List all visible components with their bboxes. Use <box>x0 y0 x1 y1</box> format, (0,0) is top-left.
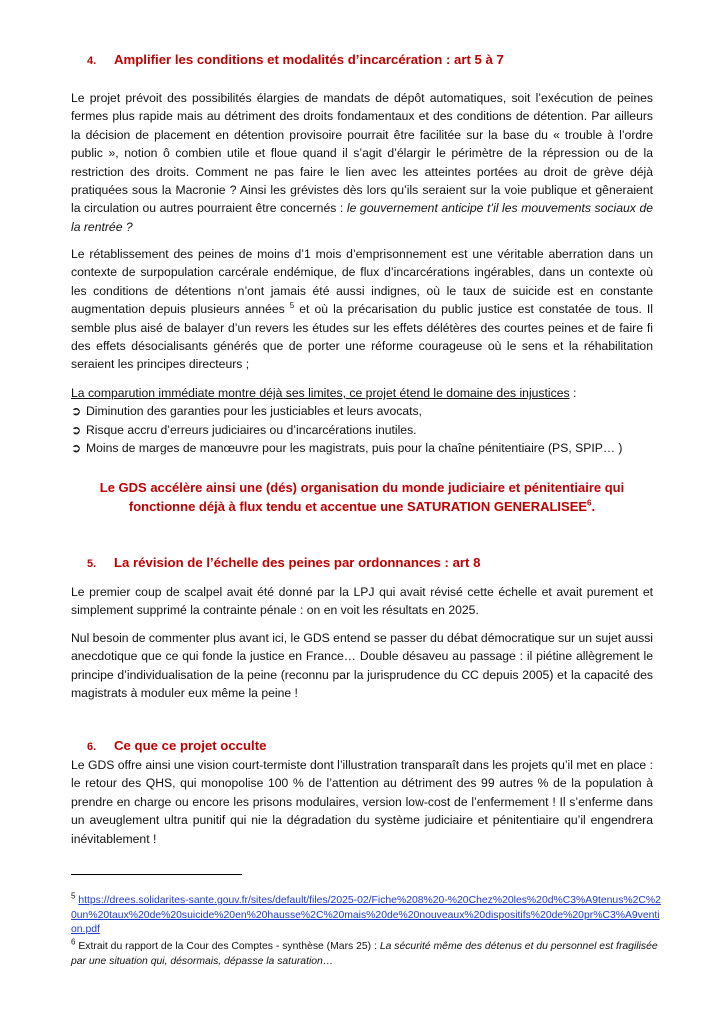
paragraph-text: Il semble plus aisé de balayer d’un revers les études sur les effets délétères des courtes peines et de faire fi des effets désocialisants générés que de porter une réforme courageuse où le sens et la réhabilitation seraient les principes directeurs ; <box>71 302 654 372</box>
list-item <box>71 421 653 439</box>
paragraph-text: et où la précarisation du public justice est constatée de tous. <box>299 302 642 317</box>
footnote-5 <box>71 891 661 938</box>
list-intro-colon: : <box>569 386 577 400</box>
section-title: Amplifier les conditions et modalités d’incarcération : art 5 à 7 <box>114 52 504 67</box>
footnote-link[interactable]: https://drees.solidarites-sante.gouv.fr/sites/default/files/2025-02/Fiche%208%20-%20Chez%20les%20d%C3%A9tenus%2C%20un%20taux%20de%20suicide%20en%20hausse%2C%20mais%20de%20nouveaux%20dispositifs%20de%20pr%C3%A9vention.pdf <box>71 895 661 935</box>
right-arrow-icon: ➲ <box>71 422 82 437</box>
list-intro: La comparution immédiate montre déjà ses limites, ce projet étend le domaine des injustices <box>71 386 570 400</box>
list-item <box>71 402 653 420</box>
paragraph-text: Par ailleurs la décision de placement en détention provisoire pourrait être facilitée sur la base du « trouble à l’ordre public », notion ô combien utile et floue quand il s’agit d’élargir le périmètre de la répression ou de la restriction des droits. Comment ne pas faire le lien avec les atteintes portées au droit de grève déjà pratiquées sous la Macronie ? Ainsi les grévistes dès lors qu’ils seraient sur la voie publique et gêneraient la circulation ou autres pourraient être concernés : <box>71 109 653 216</box>
highlight-text: fonctionne déjà à flux tendu et accentue une SATURATION GENERALISEE <box>128 499 588 514</box>
highlight-period: . <box>591 499 596 514</box>
paragraph-text: Nul besoin de commenter plus avant ici, le GDS entend se passer du débat démocratique sur un sujet aussi anecdotique que ce qui fonde la justice en France… Double désaveu au passage : il piétine allègrement le principe d’individualisation de la peine (reconnu par la jurisprudence du CC depuis 2005) et la capacité des magistrats à moduler eux même la peine ! <box>71 631 653 701</box>
list-item <box>71 439 653 457</box>
paragraph-text: Le rétablissement des peines de moins d’1 mois d’emprisonnement est une véritable aberration dans un contexte de surpopulation carcérale endémique, de flux d’incarcérations ingérables, dans un contexte où les conditions de détentions n’ont jamais été aussi indignes, où le taux de suicide est en constante augmentation depuis plusieurs années <box>71 247 653 317</box>
footnote-mark: 5 <box>71 891 76 901</box>
right-arrow-icon: ➲ <box>71 441 82 456</box>
footnote-separator <box>71 874 242 875</box>
footnote-text: Extrait du rapport de la Cour des Comptes - synthèse (Mars 25) : <box>78 941 377 952</box>
section-5-paragraph-2 <box>71 629 653 703</box>
list-item-text: Diminution des garanties pour les justiciables et leurs avocats, <box>86 404 423 419</box>
section-4-paragraph-1 <box>71 89 653 236</box>
right-arrow-icon: ➲ <box>71 404 82 419</box>
footnote-ref-5[interactable]: 5 <box>289 301 295 311</box>
section-4-list <box>71 384 653 458</box>
section-title: La révision de l’échelle des peines par ordonnances : art 8 <box>114 555 481 570</box>
section-number: 5. <box>87 558 97 570</box>
footnote-quote: La sécurité même des détenus et du personnel est fragilisée par une situation qui, désormais, dépasse la saturation… <box>71 941 658 967</box>
list-item-text: Risque accru d’erreurs judiciaires ou d’incarcérations inutiles. <box>86 422 417 437</box>
section-title: Ce que ce projet occulte <box>114 738 267 753</box>
paragraph-text: Le projet prévoit des possibilités élargies de mandats de dépôt automatiques, soit l’exécution de peines fermes plus rapide mais au détriment des droits fondamentaux et des conditions de détention. <box>71 91 653 124</box>
section-number: 6. <box>87 741 97 753</box>
section-5-heading <box>87 555 480 570</box>
paragraph-text: Le premier coup de scalpel avait été donné par la LPJ qui avait révisé cette échelle et avait purement et simplement supprimé la contrainte pénale : on en voit les résultats en 2025. <box>71 585 653 618</box>
section-5-paragraph-1 <box>71 583 653 620</box>
section-6-paragraph-1 <box>71 756 653 848</box>
footnote-ref-6[interactable]: 6 <box>587 498 592 508</box>
section-4-paragraph-2 <box>71 245 653 374</box>
section-number: 4. <box>87 55 97 67</box>
list-item-text: Moins de marges de manœuvre pour les magistrats, puis pour la chaîne pénitentiaire (PS, SPIP… ) <box>86 441 623 456</box>
highlight-line: Le GDS accélère ainsi une (dés) organisation du monde judiciaire et pénitentiaire qui <box>99 480 625 495</box>
highlight-statement <box>71 478 653 516</box>
highlight-line <box>71 497 653 516</box>
paragraph-text: Le GDS offre ainsi une vision court-termiste dont l’illustration transparaît dans les projets qu’il met en place : le retour des QHS, qui monopolise 100 % de l’attention au détriment des 99 autres % de la population à prendre en charge ou encore les prisons modulaires, version low-cost de l’enfermement ! Il s’enferme dans un aveuglement ultra punitif qui nie la dégradation du système judiciaire et pénitentiaire qu’il engendrera inévitablement ! <box>71 758 653 846</box>
section-4-heading <box>87 52 504 67</box>
footnote-mark: 6 <box>71 937 76 947</box>
section-6-heading <box>87 738 266 753</box>
italic-question: le gouvernement anticipe t’il les mouvements sociaux de la rentrée ? <box>71 201 653 234</box>
footnote-6 <box>71 937 661 969</box>
